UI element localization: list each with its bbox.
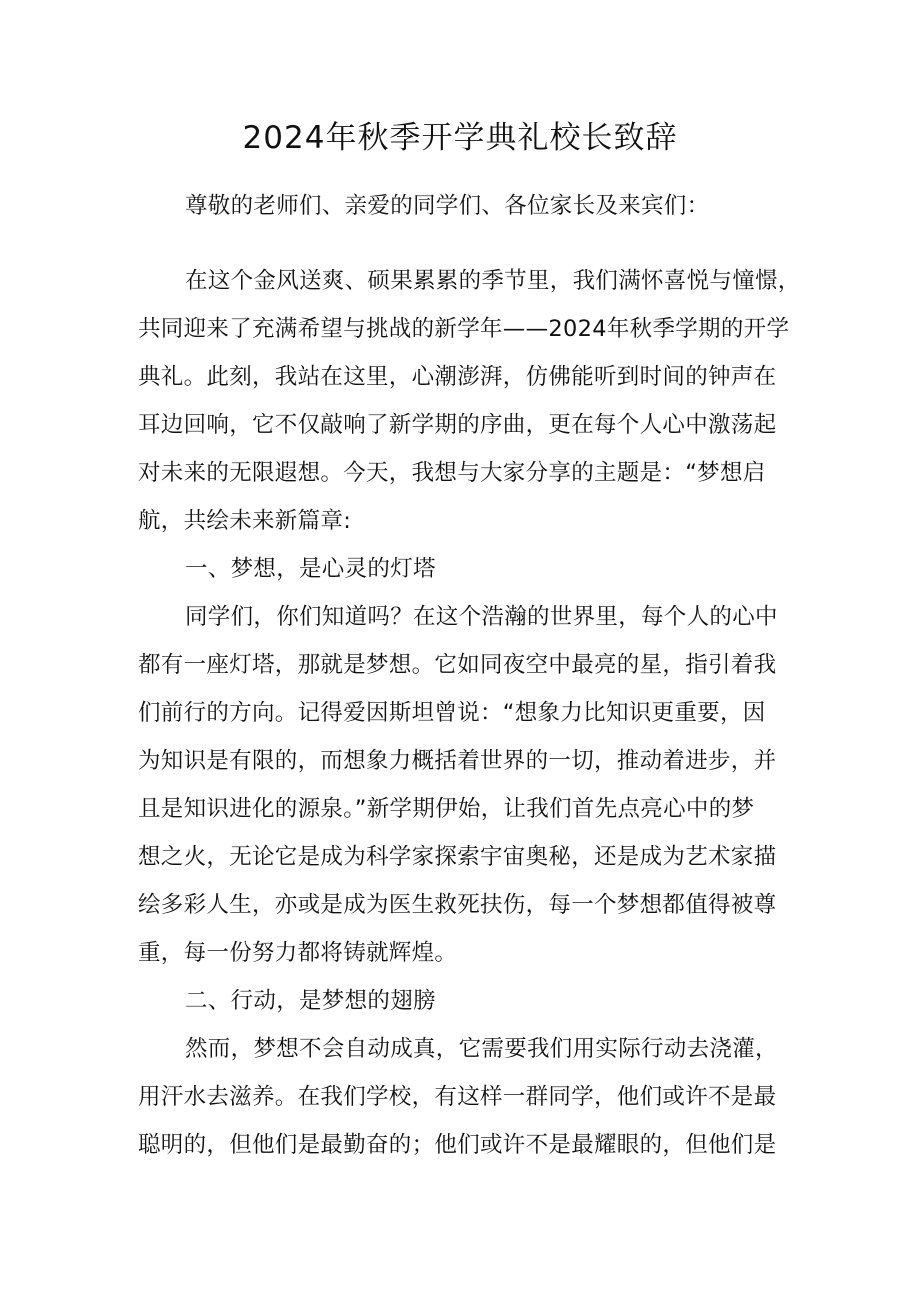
paragraph-line: 然而，梦想不会自动成真，它需要我们用实际行动去浇灌， [185,1036,778,1062]
paragraph-line: 对未来的无限遐想。今天，我想与大家分享的主题是：“梦想启 [138,460,766,486]
paragraph-line: 为知识是有限的，而想象力概括着世界的一切，推动着进步，并 [138,748,777,774]
paragraph-line: 共同迎来了充满希望与挑战的新学年——2024年秋季学期的开学 [138,316,790,342]
section-heading-2: 二、行动，是梦想的翅膀 [185,988,436,1014]
salutation: 尊敬的老师们、亲爱的同学们、各位家长及来宾们： [185,193,710,219]
section-heading-1: 一、梦想，是心灵的灯塔 [185,556,436,582]
paragraph-line: 聪明的，但他们是最勤奋的；他们或许不是最耀眼的，但他们是 [138,1132,777,1158]
paragraph-line: 想之火，无论它是成为科学家探索宇宙奥秘，还是成为艺术家描 [138,844,777,870]
paragraph-line: 都有一座灯塔，那就是梦想。它如同夜空中最亮的星，指引着我 [138,652,777,678]
document-title: 2024年秋季开学典礼校长致辞 [242,120,678,156]
paragraph-line: 们前行的方向。记得爱因斯坦曾说：“想象力比知识更重要，因 [138,700,766,726]
paragraph-line: 重，每一份努力都将铸就辉煌。 [138,940,458,966]
paragraph-line: 典礼。此刻，我站在这里，心潮澎湃，仿佛能听到时间的钟声在 [138,364,777,390]
paragraph-line: 在这个金风送爽、硕果累累的季节里，我们满怀喜悦与憧憬， [185,268,801,294]
paragraph-line: 绘多彩人生，亦或是成为医生救死扶伤，每一个梦想都值得被尊 [138,892,777,918]
paragraph-line: 用汗水去滋养。在我们学校，有这样一群同学，他们或许不是最 [138,1084,777,1110]
paragraph-line: 且是知识进化的源泉。”新学期伊始，让我们首先点亮心中的梦 [138,796,755,822]
paragraph-line: 耳边回响，它不仅敲响了新学期的序曲，更在每个人心中激荡起 [138,412,777,438]
paragraph-line: 同学们，你们知道吗？在这个浩瀚的世界里，每个人的心中 [185,604,778,630]
paragraph-line: 航，共绘未来新篇章: [138,508,352,534]
